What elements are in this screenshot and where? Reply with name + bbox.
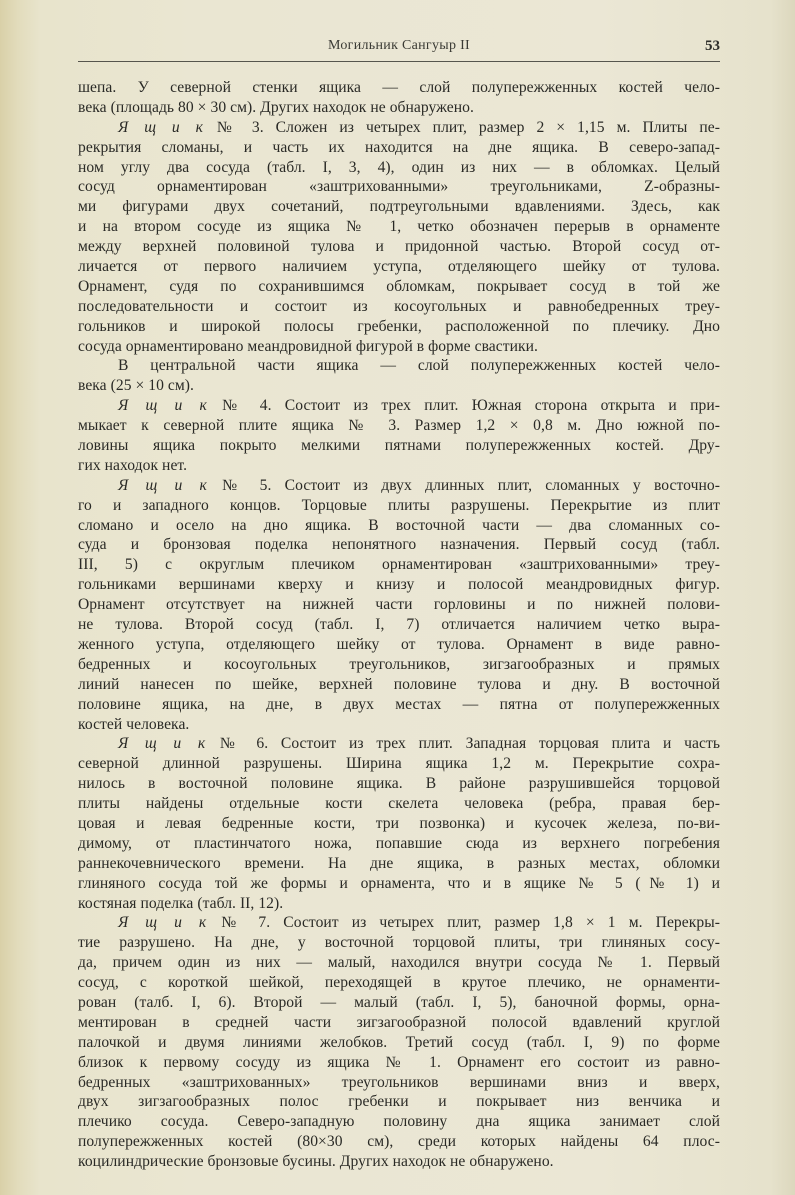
line-text: III, 5) с округлым плечиком орнаментирован «заштрихованными» треу- xyxy=(78,556,720,574)
line-text: мыкает к северной плите ящика № 3. Размер 1,2 × 0,8 м. Дно южной по- xyxy=(78,417,720,435)
text-line xyxy=(78,1132,720,1152)
text-line xyxy=(78,655,720,675)
text-line xyxy=(78,715,720,735)
line-text: нилось в восточной половине ящика. В районе разрушившейся торцовой xyxy=(78,775,720,793)
line-text: глиняного сосуда той же формы и орнамента, что и в ящике № 5 (№ 1) и xyxy=(78,874,720,892)
text-line xyxy=(78,854,720,874)
text-line xyxy=(78,535,720,555)
section-heading-yashchik: Я щ и к xyxy=(118,118,205,136)
line-text: не тулова. Второй сосуд (табл. I, 7) отличается наличием четко выра- xyxy=(78,616,720,634)
line-text: шепа. У северной стенки ящика — слой полупережженных костей чело- xyxy=(78,79,720,96)
text-line xyxy=(78,78,720,98)
line-text: бедренных «заштрихованных» треугольников вершинами вниз и вверх, xyxy=(78,1073,720,1091)
text-line xyxy=(78,575,720,595)
text-line xyxy=(78,555,720,575)
text-line xyxy=(78,177,720,197)
text-line xyxy=(78,615,720,635)
line-text: сломано и осело на дно ящика. В восточной части — два сломанных со- xyxy=(78,516,720,534)
text-line xyxy=(78,933,720,953)
section-heading-yashchik: Я щ и к xyxy=(118,735,208,753)
line-text: плиты найдены отдельные кости скелета человека (ребра, правая бер- xyxy=(78,795,720,813)
text-line xyxy=(78,993,720,1013)
line-text: ном углу два сосуда (табл. I, 3, 4), один из них — в обломках. Целый xyxy=(78,158,720,176)
text-line xyxy=(78,675,720,695)
text-line xyxy=(78,416,720,436)
line-text: плечико сосуда. Северо-западную половину дна ящика занимает слой xyxy=(78,1113,720,1131)
text-line xyxy=(78,1092,720,1112)
text-line xyxy=(78,277,720,297)
text-line xyxy=(78,874,720,894)
line-text: сосуда орнаментировано меандровидной фигурой в форме свастики. xyxy=(78,337,538,355)
text-line xyxy=(78,913,720,933)
section-heading-yashchik: Я щ и к xyxy=(118,476,209,494)
line-text: гольниками вершинами кверху и книзу и полосой меандровидных фигур. xyxy=(78,576,720,594)
text-line xyxy=(78,635,720,655)
line-text: раннекочевнического времени. На дне ящика, в разных местах, обломки xyxy=(78,854,720,872)
text-line xyxy=(78,217,720,237)
line-text: Орнамент, судя по сохранившимся обломкам, покрывает сосуд в той же xyxy=(78,277,720,295)
line-text: женного уступа, отделяющего шейку от тулова. Орнамент в виде равно- xyxy=(78,635,720,653)
text-line xyxy=(78,476,720,496)
text-line xyxy=(78,317,720,337)
line-text: и на втором сосуде из ящика № 1, четко обозначен перерыв в орнаменте xyxy=(78,218,720,236)
text-line xyxy=(78,1013,720,1033)
line-text: го и западного концов. Торцовые плиты разрушены. Перекрытие из плит xyxy=(78,496,720,514)
line-text: коцилиндрические бронзовые бусины. Других находок не обнаружено. xyxy=(78,1153,554,1171)
line-text: да, причем один из них — малый, находился внутри сосуда № 1. Первый xyxy=(78,954,720,972)
line-text: близок к первому сосуду из ящика № 1. Орнамент его состоит из равно- xyxy=(78,1053,720,1071)
text-line xyxy=(78,894,720,914)
running-header xyxy=(78,34,720,60)
line-text: № 3. Сложен из четырех плит, размер 2 × 1,15 м. Плиты пе- xyxy=(204,118,720,136)
text-line xyxy=(78,794,720,814)
text-line xyxy=(78,436,720,456)
header-rule xyxy=(78,61,720,62)
text-line xyxy=(78,257,720,277)
line-text: В центральной части ящика — слой полупережженных костей чело- xyxy=(118,357,720,375)
line-text: палочкой и двумя линиями желобков. Третий сосуд (табл. I, 9) по форме xyxy=(78,1033,720,1051)
text-line xyxy=(78,814,720,834)
text-line xyxy=(78,695,720,715)
line-text: века (25 × 10 см). xyxy=(78,377,195,395)
line-text: личается от первого наличием уступа, отделяющего шейку от тулова. xyxy=(78,258,720,276)
text-line xyxy=(78,834,720,854)
section-heading-yashchik: Я щ и к xyxy=(118,914,209,932)
line-text: цовая и левая бедренные кости, три позвонка) и кусочек железа, по-ви- xyxy=(78,814,720,832)
text-line xyxy=(78,496,720,516)
text-line xyxy=(78,1073,720,1093)
text-line xyxy=(78,396,720,416)
running-title: Могильник Сангуыр II xyxy=(327,38,470,53)
line-text: рекрытия сломаны, и часть их находится на дне ящика. В северо-запад- xyxy=(78,138,720,156)
line-text: № 7. Состоит из четырех плит, размер 1,8 × 1 м. Перекры- xyxy=(208,914,720,932)
text-line xyxy=(78,1053,720,1073)
text-line xyxy=(78,595,720,615)
line-text: последовательности и состоит из косоугольных и равнобедренных треу- xyxy=(78,297,720,315)
line-text: рован (талб. I, 6). Второй — малый (табл. I, 5), баночной формы, орна- xyxy=(78,993,720,1011)
line-text: полупережженных костей (80×30 см), среди которых найдены 64 плос- xyxy=(78,1133,720,1151)
line-text: линий нанесен по шейке, верхней половине тулова и дну. В восточной xyxy=(78,675,720,693)
line-text: ментирован в средней части зигзагообразной полосой вдавлений круглой xyxy=(78,1013,720,1031)
line-text: между верхней половиной тулова и придонной частью. Второй сосуд от- xyxy=(78,238,720,256)
text-line xyxy=(78,953,720,973)
line-text: № 4. Состоит из трех плит. Южная сторона открыта и при- xyxy=(208,397,720,415)
text-line xyxy=(78,516,720,536)
text-line xyxy=(78,158,720,178)
text-line xyxy=(78,118,720,138)
line-text: Орнамент отсутствует на нижней части горловины и по нижней полови- xyxy=(78,596,720,614)
text-line xyxy=(78,138,720,158)
line-text: века (площадь 80 × 30 см). Других находок не обнаружено. xyxy=(78,98,474,116)
text-line xyxy=(78,734,720,754)
line-text: северной длинной разрушены. Ширина ящика 1,2 м. Перекрытие сохра- xyxy=(78,755,720,773)
line-text: костей человека. xyxy=(78,715,190,733)
line-text: димому, от пластинчатого ножа, попавшие сюда из верхнего погребения xyxy=(78,834,720,852)
section-heading-yashchik: Я щ и к xyxy=(118,397,209,415)
body-text xyxy=(78,78,720,1172)
text-line xyxy=(78,1152,720,1172)
line-text: бедренных и косоугольных треугольников, зигзагообразных и прямых xyxy=(78,655,720,673)
line-text: № 5. Состоит из двух длинных плит, сломанных у восточно- xyxy=(208,476,720,494)
line-text: сосуд орнаментирован «заштрихованными» треугольниками, Z-образны- xyxy=(78,178,720,196)
line-text: сосуд, с короткой шейкой, переходящей в крутое плечико, не орнаменти- xyxy=(78,974,720,992)
line-text: ловины ящика покрыто мелкими пятнами полупережженных костей. Дру- xyxy=(78,437,720,455)
text-line xyxy=(78,376,720,396)
text-line xyxy=(78,1112,720,1132)
text-line xyxy=(78,774,720,794)
text-line xyxy=(78,98,720,118)
line-text: половине ящика, на дне, в двух местах — пятна от полупережженных xyxy=(78,695,720,713)
line-text: гих находок нет. xyxy=(78,456,188,474)
text-line xyxy=(78,337,720,357)
page-number: 53 xyxy=(705,38,720,54)
line-text: двух зигзагообразных полос гребенки и покрывает низ венчика и xyxy=(78,1093,720,1111)
line-text: № 6. Состоит из трех плит. Западная торцовая плита и часть xyxy=(207,735,720,753)
line-text: тие разрушено. На дне, у восточной торцовой плиты, три глиняных сосу- xyxy=(78,934,720,952)
text-line xyxy=(78,297,720,317)
line-text: костяная поделка (табл. II, 12). xyxy=(78,894,284,912)
text-line xyxy=(78,456,720,476)
line-text: гольников и широкой полосы гребенки, расположенной по плечику. Дно xyxy=(78,317,720,335)
text-line xyxy=(78,754,720,774)
text-line xyxy=(78,237,720,257)
text-line xyxy=(78,973,720,993)
text-line xyxy=(78,356,720,376)
line-text: суда и бронзовая поделка непонятного назначения. Первый сосуд (табл. xyxy=(78,536,720,554)
text-line xyxy=(78,1033,720,1053)
text-line xyxy=(78,197,720,217)
line-text: ми фигурами двух сочетаний, подтреугольными вдавлениями. Здесь, как xyxy=(78,198,720,216)
